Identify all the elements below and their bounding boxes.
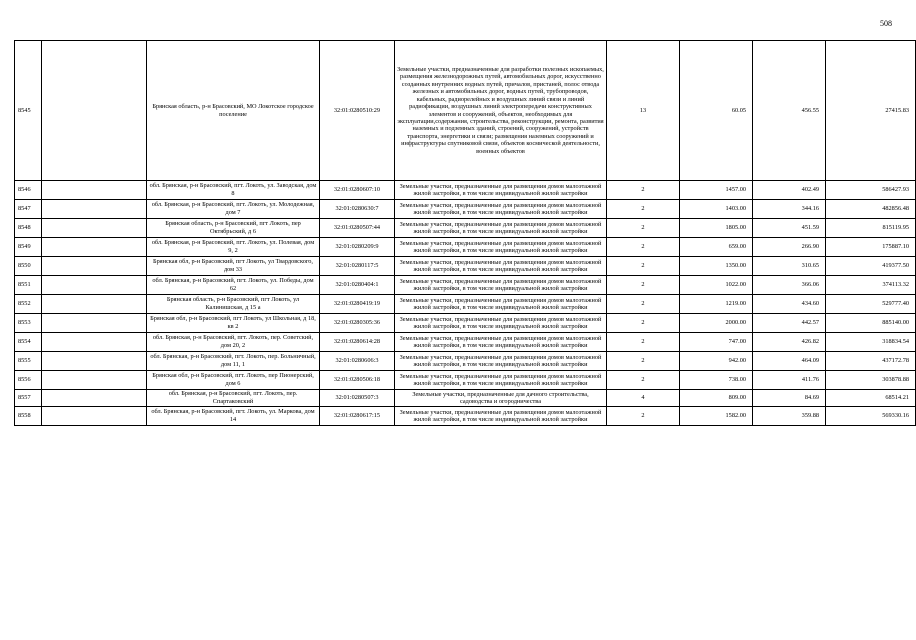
area-cell: 1350.00 xyxy=(680,257,753,276)
group-cell: 13 xyxy=(607,41,680,181)
address-cell: обл. Брянская, р-н Брасовский, пгт. Локоть, ул. Победы, дом 62 xyxy=(147,276,320,295)
empty-cell xyxy=(42,238,147,257)
group-cell: 2 xyxy=(607,352,680,371)
area-cell: 747.00 xyxy=(680,333,753,352)
address-cell: обл. Брянская, р-н Брасовский, пгт. Локоть, ул. Полевая, дом 9, 2 xyxy=(147,238,320,257)
cadastral-number-cell: 32:01:0280117:5 xyxy=(320,257,395,276)
cadastral-number-cell: 32:01:0280607:10 xyxy=(320,181,395,200)
cadastral-value-cell: 374113.32 xyxy=(826,276,916,295)
group-cell: 2 xyxy=(607,238,680,257)
cadastral-value-cell: 303878.88 xyxy=(826,371,916,390)
cadastral-number-cell: 32:01:0280614:28 xyxy=(320,333,395,352)
address-cell: Брянская обл, р-н Брасовский, пгт Локоть, ул Школьная, д 18, кв 2 xyxy=(147,314,320,333)
table-row xyxy=(15,219,916,238)
table-row xyxy=(15,41,916,181)
specific-value-cell: 84.69 xyxy=(753,390,826,407)
cadastral-number-cell: 32:01:0280606:3 xyxy=(320,352,395,371)
cadastral-number-cell: 32:01:0280507:3 xyxy=(320,390,395,407)
empty-cell xyxy=(42,219,147,238)
specific-value-cell: 442.57 xyxy=(753,314,826,333)
row-number: 8555 xyxy=(15,352,42,371)
land-use-cell: Земельные участки, предназначенные для размещения домов малоэтажной жилой застройки, в том числе индивидуальной жилой застройки xyxy=(395,295,607,314)
land-use-cell: Земельные участки, предназначенные для размещения домов малоэтажной жилой застройки, в том числе индивидуальной жилой застройки xyxy=(395,333,607,352)
table-row xyxy=(15,333,916,352)
cadastral-value-cell: 815119.95 xyxy=(826,219,916,238)
specific-value-cell: 434.60 xyxy=(753,295,826,314)
row-number: 8554 xyxy=(15,333,42,352)
group-cell: 4 xyxy=(607,390,680,407)
group-cell: 2 xyxy=(607,219,680,238)
land-use-cell: Земельные участки, предназначенные для размещения домов малоэтажной жилой застройки, в том числе индивидуальной жилой застройки xyxy=(395,219,607,238)
area-cell: 1457.00 xyxy=(680,181,753,200)
empty-cell xyxy=(42,352,147,371)
area-cell: 809.00 xyxy=(680,390,753,407)
area-cell: 1022.00 xyxy=(680,276,753,295)
cadastral-value-cell: 529777.40 xyxy=(826,295,916,314)
specific-value-cell: 464.09 xyxy=(753,352,826,371)
row-number: 8548 xyxy=(15,219,42,238)
row-number: 8553 xyxy=(15,314,42,333)
group-cell: 2 xyxy=(607,371,680,390)
land-use-cell: Земельные участки, предназначенные для размещения домов малоэтажной жилой застройки, в том числе индивидуальной жилой застройки xyxy=(395,314,607,333)
cadastral-value-cell: 419377.50 xyxy=(826,257,916,276)
address-cell: обл. Брянская, р-н Брасовский, пгт. Локоть, ул. Заводская, дом 8 xyxy=(147,181,320,200)
specific-value-cell: 411.76 xyxy=(753,371,826,390)
area-cell: 659.00 xyxy=(680,238,753,257)
cadastral-number-cell: 32:01:0280506:18 xyxy=(320,371,395,390)
cadastral-number-cell: 32:01:0280507:44 xyxy=(320,219,395,238)
table-body xyxy=(15,41,916,426)
cadastral-value-cell: 885140.00 xyxy=(826,314,916,333)
land-use-cell: Земельные участки, предназначенные для размещения домов малоэтажной жилой застройки, в том числе индивидуальной жилой застройки xyxy=(395,257,607,276)
row-number: 8558 xyxy=(15,407,42,426)
row-number: 8549 xyxy=(15,238,42,257)
row-number: 8550 xyxy=(15,257,42,276)
table-row xyxy=(15,295,916,314)
area-cell: 738.00 xyxy=(680,371,753,390)
group-cell: 2 xyxy=(607,407,680,426)
address-cell: Брянская область, р-н Брасовский, пгт Локоть, ул Калинишская, д 15 а xyxy=(147,295,320,314)
land-use-cell: Земельные участки, предназначенные для дачного строительства, садоводства и огородничества xyxy=(395,390,607,407)
cadastral-number-cell: 32:01:0280630:7 xyxy=(320,200,395,219)
group-cell: 2 xyxy=(607,200,680,219)
area-cell: 60.05 xyxy=(680,41,753,181)
row-number: 8547 xyxy=(15,200,42,219)
table-row xyxy=(15,276,916,295)
specific-value-cell: 266.90 xyxy=(753,238,826,257)
specific-value-cell: 366.06 xyxy=(753,276,826,295)
group-cell: 2 xyxy=(607,181,680,200)
area-cell: 1805.00 xyxy=(680,219,753,238)
table-row xyxy=(15,352,916,371)
table-row xyxy=(15,314,916,333)
cadastral-number-cell: 32:01:0280305:36 xyxy=(320,314,395,333)
table-row xyxy=(15,257,916,276)
land-use-cell: Земельные участки, предназначенные для размещения домов малоэтажной жилой застройки, в том числе индивидуальной жилой застройки xyxy=(395,371,607,390)
land-use-cell: Земельные участки, предназначенные для размещения домов малоэтажной жилой застройки, в том числе индивидуальной жилой застройки xyxy=(395,200,607,219)
group-cell: 2 xyxy=(607,295,680,314)
cadastral-value-cell: 175887.10 xyxy=(826,238,916,257)
table-row xyxy=(15,407,916,426)
empty-cell xyxy=(42,41,147,181)
group-cell: 2 xyxy=(607,314,680,333)
specific-value-cell: 456.55 xyxy=(753,41,826,181)
address-cell: Брянская область, р-н Брасовский, МО Локотское городское поселение xyxy=(147,41,320,181)
cadastral-value-cell: 586427.93 xyxy=(826,181,916,200)
table-row xyxy=(15,390,916,407)
empty-cell xyxy=(42,257,147,276)
address-cell: обл. Брянская, р-н Брасовский, пгт. Локоть, ул. Маркова, дом 14 xyxy=(147,407,320,426)
cadastral-value-cell: 569330.16 xyxy=(826,407,916,426)
cadastral-value-cell: 27415.83 xyxy=(826,41,916,181)
row-number: 8552 xyxy=(15,295,42,314)
address-cell: обл. Брянская, р-н Брасовский, пгт. Локоть, пер. Больничный, дом 11, 1 xyxy=(147,352,320,371)
empty-cell xyxy=(42,407,147,426)
empty-cell xyxy=(42,181,147,200)
empty-cell xyxy=(42,314,147,333)
address-cell: Брянская обл, р-н Брасовский, пгт Локоть, ул Твардовского, дом 33 xyxy=(147,257,320,276)
land-use-cell: Земельные участки, предназначенные для размещения домов малоэтажной жилой застройки, в том числе индивидуальной жилой застройки xyxy=(395,407,607,426)
table-row xyxy=(15,181,916,200)
specific-value-cell: 402.49 xyxy=(753,181,826,200)
land-use-cell: Земельные участки, предназначенные для разработки полезных ископаемых, размещения железнодорожных путей, автомобильных дорог, искусственно созданных внутренних водных путей, причалов, пристаней, полос отвода железных и автомобильных дорог, водных путей, трубопроводов, кабельных, радиорелейных и воздушных линий связи и линий радиофикации, воздушных линий электропередачи конструктивных элементов и сооружений, объектов, необходимых для эксплуатации,содержания, строительства, реконструкции, ремонта, развития наземных и подземных зданий, строений, сооружений, устройств транспорта, энергетики и связи; размещения наземных сооружений и инфраструктуры спутниковой связи, объектов космической деятельности, военных объектов xyxy=(395,41,607,181)
row-number: 8546 xyxy=(15,181,42,200)
table-row xyxy=(15,371,916,390)
specific-value-cell: 310.65 xyxy=(753,257,826,276)
cadastral-value-cell: 482856.48 xyxy=(826,200,916,219)
empty-cell xyxy=(42,200,147,219)
specific-value-cell: 359.88 xyxy=(753,407,826,426)
page-number: 508 xyxy=(880,19,892,28)
table-row xyxy=(15,238,916,257)
row-number: 8557 xyxy=(15,390,42,407)
cadastral-value-cell: 68514.21 xyxy=(826,390,916,407)
address-cell: Брянская обл, р-н Брасовский, пгт. Локоть, пер Пионерский, дом 6 xyxy=(147,371,320,390)
table-row xyxy=(15,200,916,219)
empty-cell xyxy=(42,276,147,295)
area-cell: 2000.00 xyxy=(680,314,753,333)
group-cell: 2 xyxy=(607,276,680,295)
area-cell: 942.00 xyxy=(680,352,753,371)
address-cell: обл. Брянская, р-н Брасовский, пгт. Локоть, ул. Молодежная, дом 7 xyxy=(147,200,320,219)
row-number: 8556 xyxy=(15,371,42,390)
group-cell: 2 xyxy=(607,333,680,352)
land-use-cell: Земельные участки, предназначенные для размещения домов малоэтажной жилой застройки, в том числе индивидуальной жилой застройки xyxy=(395,181,607,200)
empty-cell xyxy=(42,295,147,314)
cadastral-number-cell: 32:01:0280617:15 xyxy=(320,407,395,426)
group-cell: 2 xyxy=(607,257,680,276)
area-cell: 1219.00 xyxy=(680,295,753,314)
land-use-cell: Земельные участки, предназначенные для размещения домов малоэтажной жилой застройки, в том числе индивидуальной жилой застройки xyxy=(395,238,607,257)
land-use-cell: Земельные участки, предназначенные для размещения домов малоэтажной жилой застройки, в том числе индивидуальной жилой застройки xyxy=(395,276,607,295)
cadastral-number-cell: 32:01:0280209:9 xyxy=(320,238,395,257)
cadastral-number-cell: 32:01:0280404:1 xyxy=(320,276,395,295)
land-use-cell: Земельные участки, предназначенные для размещения домов малоэтажной жилой застройки, в том числе индивидуальной жилой застройки xyxy=(395,352,607,371)
area-cell: 1403.00 xyxy=(680,200,753,219)
cadastral-value-table xyxy=(14,40,916,426)
empty-cell xyxy=(42,390,147,407)
cadastral-number-cell: 32:01:0280419:19 xyxy=(320,295,395,314)
address-cell: Брянская область, р-н Брасовский, пгт Локоть, пер Октябрьский, д 6 xyxy=(147,219,320,238)
empty-cell xyxy=(42,333,147,352)
address-cell: обл. Брянская, р-н Брасовский, пгт. Локоть, пер. Спартаковский xyxy=(147,390,320,407)
address-cell: обл. Брянская, р-н Брасовский, пгт. Локоть, пер. Советский, дом 20, 2 xyxy=(147,333,320,352)
empty-cell xyxy=(42,371,147,390)
specific-value-cell: 426.82 xyxy=(753,333,826,352)
specific-value-cell: 344.16 xyxy=(753,200,826,219)
cadastral-value-cell: 437172.78 xyxy=(826,352,916,371)
row-number: 8551 xyxy=(15,276,42,295)
specific-value-cell: 451.59 xyxy=(753,219,826,238)
cadastral-value-cell: 318834.54 xyxy=(826,333,916,352)
row-number: 8545 xyxy=(15,41,42,181)
area-cell: 1582.00 xyxy=(680,407,753,426)
cadastral-number-cell: 32:01:0280510:29 xyxy=(320,41,395,181)
